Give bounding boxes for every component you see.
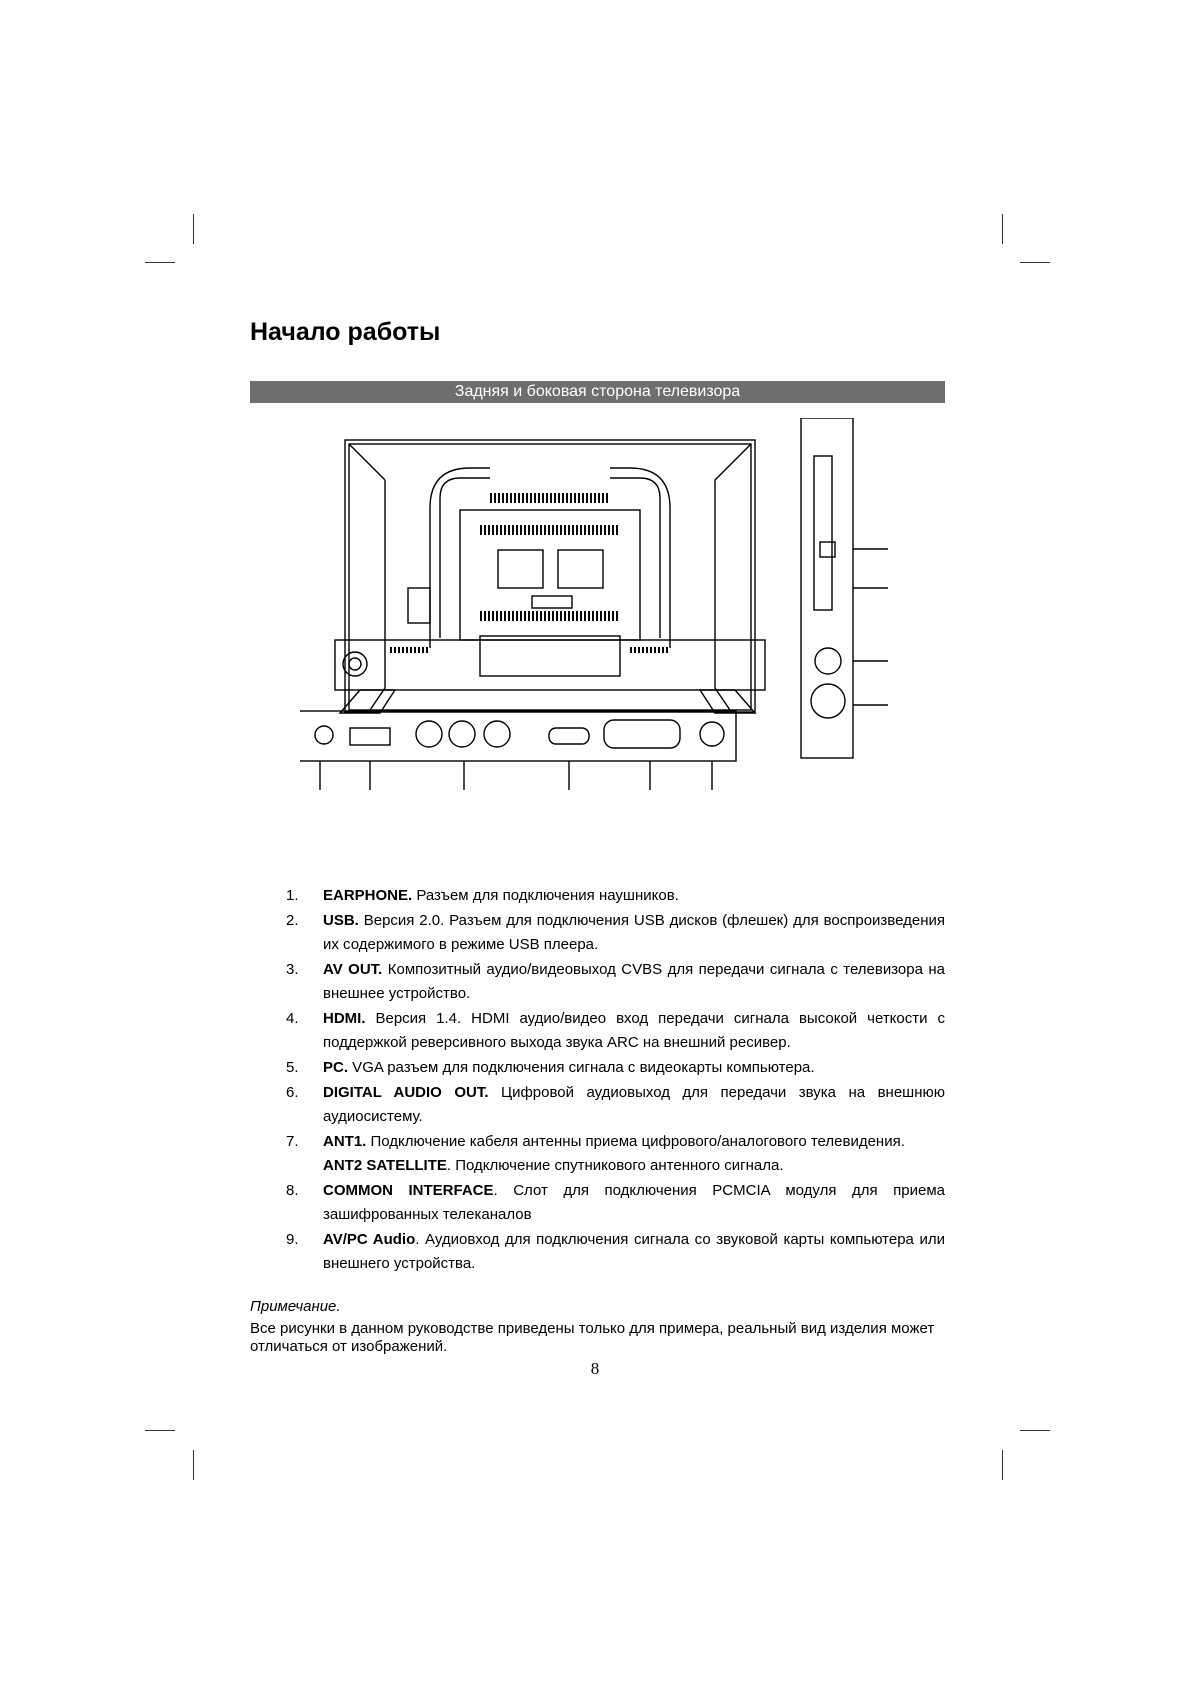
tv-side-panel — [801, 418, 853, 758]
item-term: HDMI. — [323, 1010, 366, 1027]
crop-mark — [193, 1450, 194, 1480]
crop-mark — [145, 262, 175, 263]
item-term: ANT2 SATELLITE — [323, 1157, 447, 1174]
crop-mark — [145, 1430, 175, 1431]
item-term: EARPHONE. — [323, 887, 413, 904]
page-title: Начало работы — [250, 318, 441, 346]
note-title: Примечание. — [250, 1298, 341, 1315]
crop-mark — [193, 214, 194, 244]
list-item: 4. HDMI. Версия 1.4. HDMI аудио/видео вход передачи сигнала высокой четкости с поддержкой реверсивного выхода звука ARC на внешний ресивер. — [286, 1010, 945, 1051]
list-item: 1. EARPHONE. Разъем для подключения наушников. — [286, 887, 679, 904]
item-term: PC. — [323, 1059, 349, 1076]
section-header: Задняя и боковая сторона телевизора — [250, 381, 945, 403]
page-number: 8 — [590, 1359, 600, 1378]
tv-rear-frame — [345, 440, 755, 712]
list-item: 6. DIGITAL AUDIO OUT. Цифровой аудиовыход для передачи звука на внешнюю аудиосистему. — [286, 1084, 946, 1125]
item-term: DIGITAL AUDIO OUT. — [323, 1084, 489, 1101]
tv-rear-side-illustration — [300, 418, 920, 858]
crop-mark — [1002, 1450, 1003, 1480]
item-term: AV/PC Audio — [323, 1231, 416, 1248]
list-item: 3. AV OUT. Композитный аудио/видеовыход CVBS для передачи сигнала с телевизора на внешнее устройство. — [286, 961, 946, 1002]
crop-mark — [1020, 262, 1050, 263]
connector-list — [250, 884, 945, 1277]
crop-mark — [1002, 214, 1003, 244]
list-item: 8. COMMON INTERFACE. Слот для подключения PCMCIA модуля для приема зашифрованных телеканалов — [286, 1182, 945, 1223]
item-term: USB. — [323, 912, 359, 929]
list-item: 9. AV/PC Audio. Аудиовход для подключения сигнала со звуковой карты компьютера или внешнего устройства. — [286, 1231, 945, 1272]
list-item: 2. USB. Версия 2.0. Разъем для подключения USB дисков (флешек) для воспроизведения их содержимого в режиме USB плеера. — [286, 912, 945, 953]
note-text: Все рисунки в данном руководстве приведены только для примера, реальный вид изделия может отличаться от изображений. — [250, 1320, 935, 1355]
item-term: ANT1. — [323, 1133, 367, 1150]
crop-mark — [1020, 1430, 1050, 1431]
tv-bottom-connector-panel — [300, 711, 736, 761]
list-item: 5. PC. VGA разъем для подключения сигнала с видеокарты компьютера. — [286, 1059, 815, 1076]
item-term: AV OUT. — [323, 961, 383, 978]
list-item: 7. ANT1. Подключение кабеля антенны приема цифрового/аналогового телевидения. ANT2 SATELLITE. Подключение спутникового антенного сигнала. — [286, 1133, 905, 1174]
item-term: COMMON INTERFACE — [323, 1182, 494, 1199]
